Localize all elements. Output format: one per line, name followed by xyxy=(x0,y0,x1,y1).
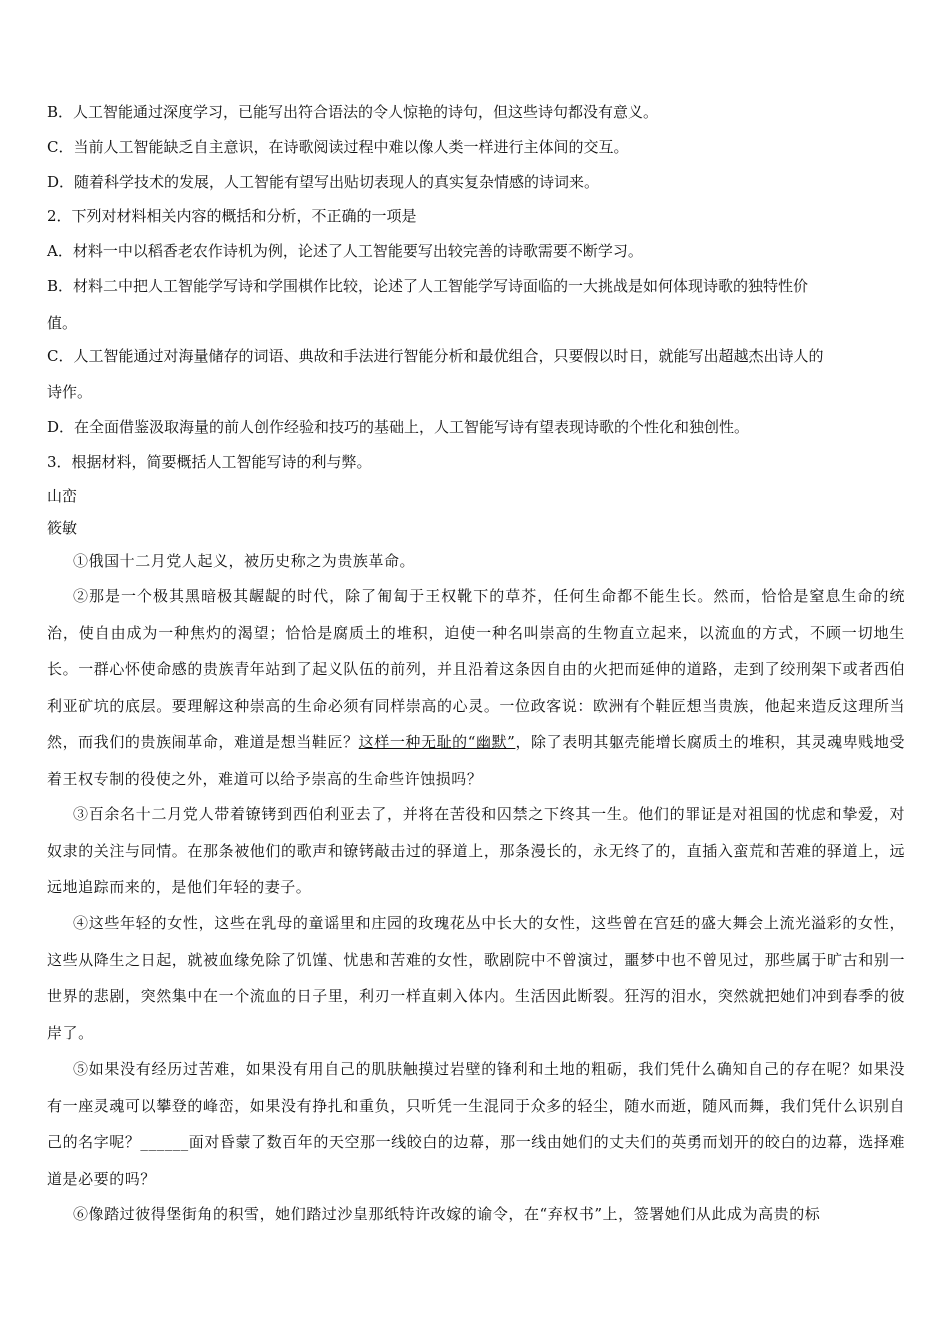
q2-option-b-line1: B．材料二中把人工智能学写诗和学围棋作比较，论述了人工智能学写诗面临的一大挑战是如何体现诗歌的独特性价 xyxy=(47,277,809,295)
paragraph-6: ⑥像踏过彼得堡街角的积雪，她们踏过沙皇那纸特许改嫁的谕令，在“弃权书”上，签署她们从此成为高贵的标 xyxy=(73,1205,821,1223)
paragraph-3: ③百余名十二月党人带着镣铐到西伯利亚去了，并将在苦役和囚禁之下终其一生。他们的罪证是对祖国的忧虑和挚爱，对奴隶的关注与同情。在那条被他们的歌声和镣铐敲击过的驿道上，那条漫长的，永无终了的，直插入蛮荒和苦难的驿道上，远远地追踪而来的，是他们年轻的妻子。 xyxy=(47,805,905,897)
paragraph-5: ⑤如果没有经历过苦难，如果没有用自己的肌肤触摸过岩壁的锋利和土地的粗砺，我们凭什么确知自己的存在呢？如果没有一座灵魂可以攀登的峰峦，如果没有挣扎和重负，只听凭一生混同于众多的轻尘，随水而逝，随风而舞，我们凭什么识别自己的名字呢？______面对昏蒙了数百年的天空那一线皎白的边幕，那一线由她们的丈夫们的英勇而划开的皎白的边幕，选择难道是必要的吗？ xyxy=(47,1060,905,1188)
paragraph-1: ①俄国十二月党人起义，被历史称之为贵族革命。 xyxy=(73,552,416,570)
q1-option-b: B．人工智能通过深度学习，已能写出符合语法的令人惊艳的诗句，但这些诗句都没有意义。 xyxy=(47,103,659,121)
q2-stem: 2．下列对材料相关内容的概括和分析，不正确的一项是 xyxy=(47,207,417,225)
paragraph-2-text-before: ②那是一个极其黑暗极其龌龊的时代，除了匍匐于王权靴下的草芥，任何生命都不能生长。然而，恰恰是窒息生命的统治，使自由成为一种焦灼的渴望；恰恰是腐质土的堆积，迫使一种名叫崇高的生物直立起来，以流血的方式，不顾一切地生长。一群心怀使命感的贵族青年站到了起义队伍的前列，并且沿着这条因自由的火把而延伸的道路，走到了绞刑架下或者西伯利亚矿坑的底层。要理解这种崇高的生命必须有同样崇高的心灵。一位政客说：欧洲有个鞋匠想当贵族，他起来造反这理所当然，而我们的贵族闹革命，难道是想当鞋匠？ xyxy=(47,587,905,752)
q2-option-a: A．材料一中以稻香老农作诗机为例，论述了人工智能要写出较完善的诗歌需要不断学习。 xyxy=(47,242,643,260)
q1-option-d: D．随着科学技术的发展，人工智能有望写出贴切表现人的真实复杂情感的诗词来。 xyxy=(47,173,600,191)
paragraph-2 xyxy=(47,578,905,798)
article-author: 筱敏 xyxy=(47,519,78,537)
q2-option-c-line1: C．人工智能通过对海量储存的词语、典故和手法进行智能分析和最优组合，只要假以时日，就能写出超越杰出诗人的 xyxy=(47,347,824,365)
q3-stem: 3．根据材料，简要概括人工智能写诗的利与弊。 xyxy=(47,453,372,471)
q1-option-c: C．当前人工智能缺乏自主意识，在诗歌阅读过程中难以像人类一样进行主体间的交互。 xyxy=(47,138,629,156)
paragraph-4: ④这些年轻的女性，这些在乳母的童谣里和庄园的玫瑰花丛中长大的女性，这些曾在宫廷的盛大舞会上流光溢彩的女性，这些从降生之日起，就被血缘免除了饥馑、忧患和苦难的女性，歌剧院中不曾演过，噩梦中也不曾见过，那些属于旷古和别一世界的悲剧，突然集中在一个流血的日子里，利刃一样直刺入体内。生活因此断裂。狂泻的泪水，突然就把她们冲到春季的彼岸了。 xyxy=(47,914,905,1042)
q2-option-b-line2: 值。 xyxy=(47,314,78,332)
q2-option-d: D．在全面借鉴汲取海量的前人创作经验和技巧的基础上，人工智能写诗有望表现诗歌的个性化和独创性。 xyxy=(47,418,750,436)
paragraph-2-text-after: ，除了表明其躯壳能增长腐质土的堆积，其灵魂卑贱地受着王权专制的役使之外，难道可以给予崇高的生命些许蚀损吗？ xyxy=(47,733,905,788)
q2-option-c-line2: 诗作。 xyxy=(47,383,93,401)
article-title: 山峦 xyxy=(47,487,78,505)
underlined-phrase: 这样一种无耻的“幽默” xyxy=(358,733,516,752)
